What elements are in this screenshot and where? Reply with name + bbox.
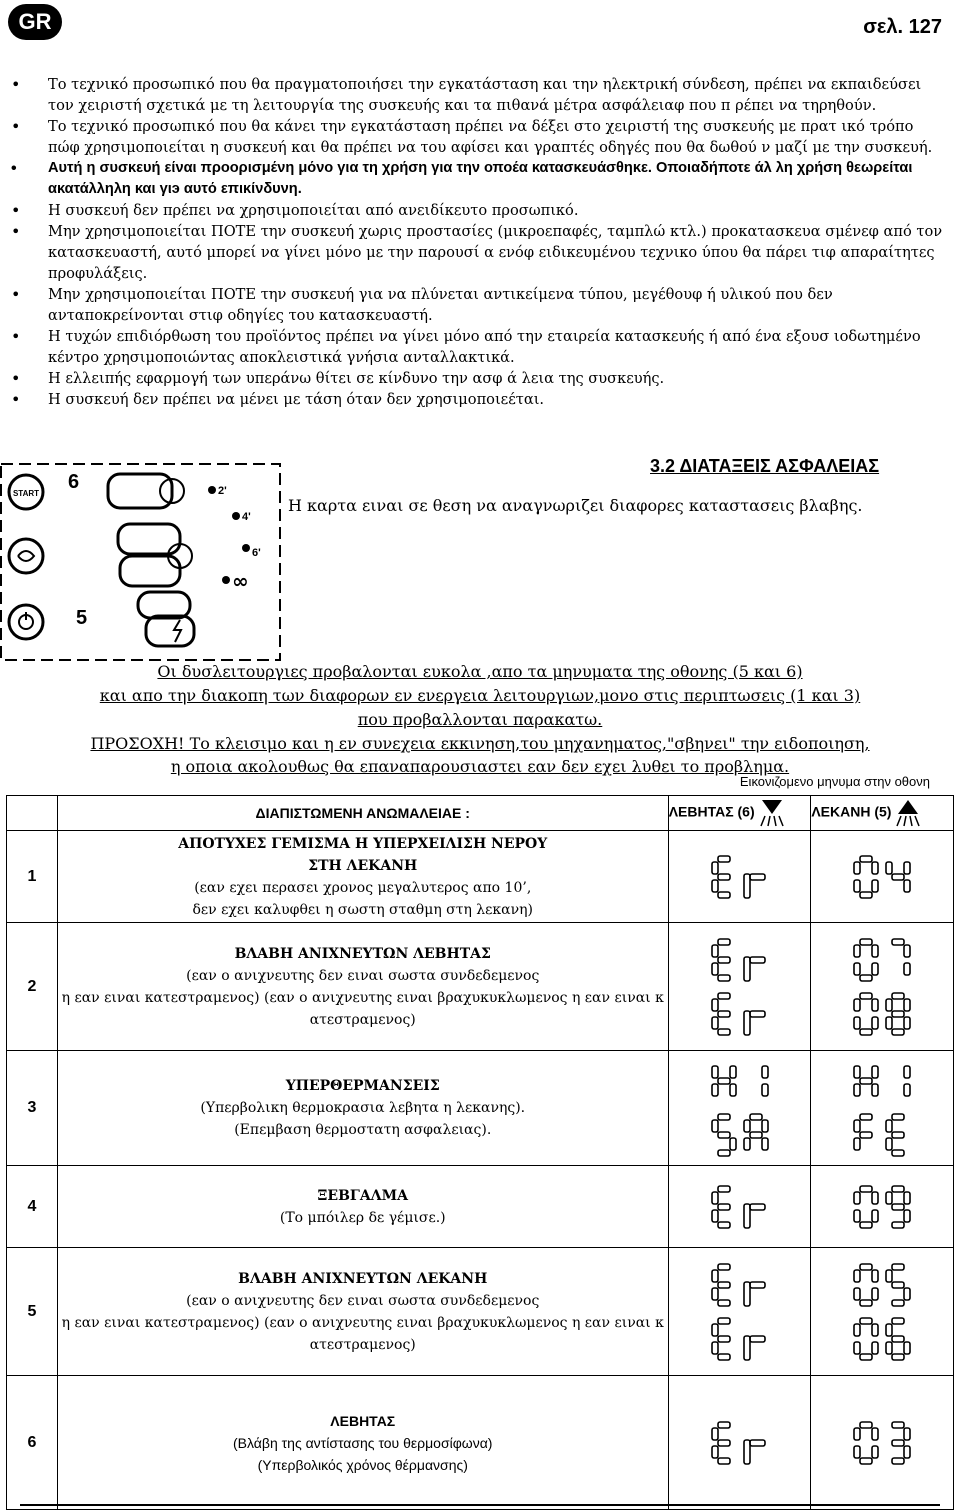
lcd-code (850, 1261, 914, 1309)
infinity-icon: ∞ (232, 569, 249, 593)
notice-line: και απο την διακοπη των διαφορων εν ενεργεια λειτουργιων,μονο στις περιπτωσεις (1 και 3) (99, 686, 861, 705)
lcd-code (708, 1261, 772, 1309)
lcd-code (850, 1111, 914, 1159)
lcd-code (850, 936, 914, 984)
boiler-display (668, 1166, 811, 1248)
basin-icon (895, 798, 921, 828)
display-caption: Εικονιζομενο μηνυμα στην οθονη (739, 774, 930, 789)
table-row: 6 ΛΕΒΗΤΑΣ (Βλάβη της αντίστασης του θερμοσίφωνα) (Υπερβολικός χρόνος θέρμανσης) (7, 1376, 954, 1510)
svg-text:4': 4' (242, 511, 251, 523)
basin-display (811, 1051, 954, 1166)
lcd-code (708, 1315, 772, 1363)
power-button-icon (9, 605, 43, 639)
boiler-display (668, 831, 811, 923)
basin-display (811, 831, 954, 923)
bullet-item: • Μην χρησιμοποιείται ΠΟΤΕ την συσκευή χωρις προστασίες (μικροεπαφές, ταμπλώ κτλ.) προκατασκευα σμένεφ από τον κατασκευαστή, αυτό μπορεί να γίνει μόνο με την παρουσί α ενόφ ειδικευμένου τεχνικο ύπου θα πάρει τιφ απαραίτητες προφυλάξεις. (48, 221, 948, 284)
header-basin: ΛΕΚΑΝΗ (5) (811, 796, 954, 831)
notice-line: Οι δυσλειτουργιες προβαλονται ευκολα ,απο τα μηνυματα της οθονης (5 και 6) (157, 662, 803, 681)
svg-text:6': 6' (252, 547, 261, 559)
boiler-icon (759, 798, 785, 828)
lcd-code (708, 936, 772, 984)
table-row: 3 ΥΠΕΡΘΕΡΜΑΝΣΕΙΣ (Υπερβολικη θερμοκρασια λεβητα η λεκανης). (Επεμβαση θερμοστατη ασφαλειας). (7, 1051, 954, 1166)
header-fault: ΔΙΑΠΙΣΤΩΜΕΝΗ ΑΝΩΜΑΛΕΙΑΕ : (57, 796, 668, 831)
lightning-button-icon (146, 616, 194, 646)
safety-bullet-list (48, 74, 948, 410)
bullet-item: • Μην χρησιμοποιείται ΠΟΤΕ την συσκευή για να πλύνεται αντικείμενα τύπου, μεγέθουφ ή υλικού που δεν ανταποκρείνονται στιφ οδηγίες του κατασκευαστή. (48, 284, 948, 326)
section-title: 3.2 ΔΙΑΤΑΞΕΙΣ ΑΣΦΑΛΕΙΑΣ (650, 456, 880, 476)
display-6-icon (108, 474, 172, 508)
table-row: 2 ΒΛΑΒΗ ΑΝΙΧΝΕΥΤΩΝ ΛΕΒΗΤΑΣ (εαν ο ανιχνευτης δεν ειναι σωστα συνδεδεμενος η εαν ειναι κατεστραμενος) (εαν ο ανιχνευτης ειναι βραχυκυκλωμενος η εαν ειναι κ ατεστραμενος) (7, 923, 954, 1051)
lcd-code (850, 1315, 914, 1363)
fault-table (6, 795, 954, 1510)
notice-line: που προβαλλονται παρακατω. (357, 710, 603, 729)
lcd-code (708, 1419, 772, 1467)
bullet-item: • Αυτή η συσκευή είναι προορισμένη μόνο για τη χρήση για την οποέα κατασκευάσθηκε. Οποιαδήποτε άλ λη χρήση θεωρείται ακατάλληλη και γιэ αυτό επικίνδυνη. (48, 158, 948, 200)
bullet-item: • Η συσκευή δεν πρέπει να χρησιμοποιείται από ανειδίκευτο προσωπικό. (48, 200, 948, 221)
wash-button-icon (9, 539, 43, 573)
basin-display (811, 1376, 954, 1510)
notice-warning-line: ΠΡΟΣΟΧΗ! Το κλεισιμο και η εν συνεχεια εκκινηση,του μηχανηματος,"σβηνει" την ειδοποιηση, (90, 734, 870, 753)
basin-display (811, 923, 954, 1051)
lcd-code (850, 1419, 914, 1467)
control-panel-diagram (0, 462, 282, 662)
start-label: START (12, 489, 40, 498)
lcd-code (708, 990, 772, 1038)
bullet-item: • Η συσκευή δεν πρέπει να μένει με τάση όταν δεν χρησιμοποιεέται. (48, 389, 948, 410)
boiler-display (668, 923, 811, 1051)
lcd-code (850, 1057, 914, 1105)
page-number: σελ. 127 (863, 16, 942, 38)
bullet-item: • Το τεχνικό προσωπικό που θα πραγματοποιήσει την εγκατάσταση και την ηλεκτρική σύνδεση, πρέπει να εκπαιδεύσει τον χειριστή σχετικά με τη λειτουργία της συσκευής και τα πιθανά μέτρα ασφάλειαφ που π ρέπει να τηρηθούν. (48, 74, 948, 116)
table-row: 5 ΒΛΑΒΗ ΑΝΙΧΝΕΥΤΩΝ ΛΕΚΑΝΗ (εαν ο ανιχνευτης δεν ειναι σωστα συνδεδεμενος η εαν ειναι κατεστραμενος) (εαν ο ανιχνευτης ειναι βραχυκυκλωμενος η εαν ειναι κ ατεστραμενος) (7, 1248, 954, 1376)
display-5-label: 5 (76, 607, 88, 629)
lcd-code (850, 853, 914, 901)
bullet-item: • Το τεχνικό προσωπικό που θα κάνει την εγκατάσταση πρέπει να δέξει στο χειριστή της συσκευής με πρατ ικό τρόπο πώφ χρησιμοποιείται η συσκευή και θα πρέπει να του αφίσει και γραπτές οδηγές που θα δωθού ν μαζί με την συσκευή. (48, 116, 948, 158)
table-row: 4 ΞΕΒΓΑΛΜΑ (Το μπόιλερ δε γέμισε.) (7, 1166, 954, 1248)
table-header-row (7, 796, 954, 831)
display-6-label: 6 (68, 471, 80, 493)
basin-display (811, 1248, 954, 1376)
lcd-code (708, 853, 772, 901)
footer-rule (20, 1504, 940, 1506)
language-badge: GR (8, 4, 62, 40)
section-description: Η καρτα ειναι σε θεση να αναγνωριζει διαφορες καταστασεις βλαβης. (288, 496, 863, 515)
basin-display (811, 1166, 954, 1248)
table-row: 1 ΑΠΟΤΥΧΕΣ ΓΕΜΙΣΜΑ Η ΥΠΕΡΧΕΙΛΙΣΗ ΝΕΡΟΥ ΣΤΗ ΛΕΚΑΝΗ (εαν εχει περασει χρονος μεγαλυτερος απο 10’, δεν εχει καλυφθει η σωστη σταθμη στη λεκανη) (7, 831, 954, 923)
bullet-item: • Η ελλειπής εφαρμογή των υπεράνω θίτει σε κίνδυνο την ασφ ά λεια της συσκευής. (48, 368, 948, 389)
lcd-code (850, 1183, 914, 1231)
notice-warning-line: η οποια ακολουθως θα επαναπαρουσιαστει εαν δεν εχει λυθει το προβλημα. (170, 757, 790, 776)
lcd-code (708, 1183, 772, 1231)
lcd-code (708, 1111, 772, 1159)
display-5-icon (120, 556, 180, 586)
lcd-code (850, 990, 914, 1038)
boiler-display (668, 1248, 811, 1376)
header-boiler: ΛΕΒΗΤΑΣ (6) (668, 796, 811, 831)
svg-text:2': 2' (218, 485, 227, 497)
lcd-code (708, 1057, 772, 1105)
boiler-display (668, 1051, 811, 1166)
bullet-item: • Η τυχών επιδιόρθωση του προϊόντος πρέπει να γίνει μόνο από την εταιρεία κατασκευής ή από ένα εξουσ ιοδωτημένο κέντρο χρησιμοποιώντας αποκλειστικά γνήσια ανταλλακτικά. (48, 326, 948, 368)
boiler-display (668, 1376, 811, 1510)
